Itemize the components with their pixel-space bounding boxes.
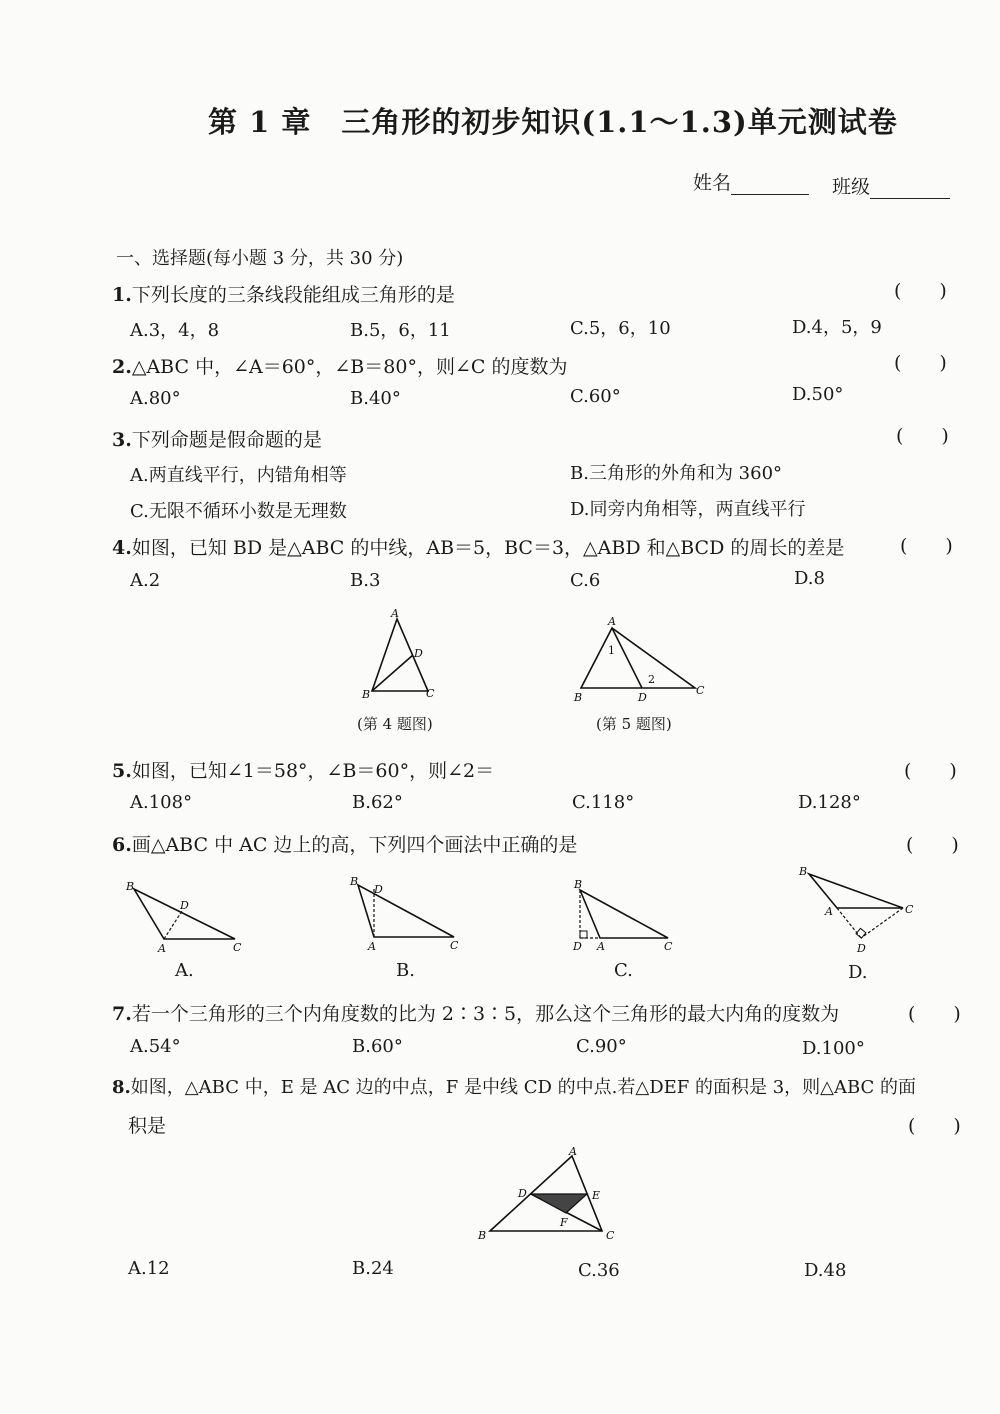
option-7c[interactable]: C.90° [576,1036,627,1057]
fig5-label-d: D [638,691,647,704]
fig8-label-c: C [606,1229,615,1242]
option-4b[interactable]: B.3 [350,570,381,591]
question-text: 如图，已知∠1＝58°，∠B＝60°，则∠2＝ [131,760,495,782]
fig5-label-c: C [696,684,705,697]
answer-paren-7[interactable]: ( ) [908,1003,961,1025]
option-4c[interactable]: C.6 [570,570,601,591]
fig6b-label-a: A [368,940,376,953]
option-4d[interactable]: D.8 [794,568,825,589]
option-1c[interactable]: C.5，6，10 [570,318,671,339]
fig6a-label-d: D [180,899,189,912]
question-number: 1. [112,284,132,306]
option-1a[interactable]: A.3，4，8 [130,320,220,341]
name-field[interactable] [693,168,809,195]
option-8a[interactable]: A.12 [128,1258,170,1279]
option-6a[interactable]: A. [175,960,194,981]
option-8b[interactable]: B.24 [352,1258,394,1279]
fig6c-label-a: A [597,940,605,953]
answer-paren-5[interactable]: ( ) [904,760,957,782]
question-text: 如图，△ABC 中，E 是 AC 边的中点，F 是中线 CD 的中点.若△DEF 的面积是 3，则△ABC 的面 [130,1077,917,1098]
answer-paren-3[interactable]: ( ) [896,425,949,447]
question-6 [112,830,577,857]
question-number: 8. [112,1077,131,1098]
question-number: 7. [112,1003,132,1025]
option-1d[interactable]: D.4，5，9 [792,317,882,338]
question-number: 5. [112,760,132,782]
fig8-shaded-def [531,1194,587,1213]
fig6a-label-b: B [126,880,135,893]
option-7a[interactable]: A.54° [130,1036,181,1057]
question-text: △ABC 中，∠A＝60°，∠B＝80°，则∠C 的度数为 [131,356,568,378]
fig6d-label-d: D [857,942,866,955]
option-5d[interactable]: D.128° [798,792,861,813]
option-3b[interactable]: B.三角形的外角和为 360° [570,463,783,484]
figure-8 [472,1142,632,1256]
fig6c-triangle [580,890,668,938]
option-3d[interactable]: D.同旁内角相等，两直线平行 [570,499,806,520]
question-number: 2. [112,356,132,378]
fig6a-height [164,911,182,939]
figure-6d [795,862,925,966]
fig4-label-a: A [391,607,399,620]
question-text: 画△ABC 中 AC 边上的高，下列四个画法中正确的是 [131,834,578,856]
fig6d-triangle [809,874,903,908]
fig5-segment-ad [612,628,642,688]
fig6c-right-angle [580,931,587,938]
fig8-label-a: A [569,1145,577,1158]
figure-5 [572,614,712,708]
fig6d-dash-ad [837,908,861,938]
option-2d[interactable]: D.50° [792,384,844,405]
fig6a-label-c: C [233,941,242,954]
fig8-label-d: D [518,1187,527,1200]
question-2 [112,352,567,379]
page-title: 第 1 章 三角形的初步知识(1.1～1.3)单元测试卷 [208,105,898,139]
option-3a[interactable]: A.两直线平行，内错角相等 [130,465,347,486]
answer-paren-8[interactable]: ( ) [908,1115,961,1137]
class-field[interactable] [832,172,950,199]
question-text: 下列命题是假命题的是 [131,429,322,451]
fig4-label-b: B [362,688,371,701]
question-number: 6. [112,834,132,856]
answer-paren-6[interactable]: ( ) [906,834,959,856]
fig6b-triangle [358,885,454,937]
fig8-label-b: B [478,1229,487,1242]
option-7d[interactable]: D.100° [802,1038,865,1059]
fig6d-dash-cd [861,908,903,938]
fig8-label-f: F [560,1216,568,1229]
option-3c[interactable]: C.无限不循环小数是无理数 [130,501,347,522]
option-2b[interactable]: B.40° [350,388,401,409]
option-5b[interactable]: B.62° [352,792,403,813]
fig5-label-a: A [608,615,616,628]
fig6c-label-b: B [574,878,583,891]
option-5c[interactable]: C.118° [572,792,635,813]
option-6b[interactable]: B. [396,960,415,981]
fig6d-label-b: B [799,865,808,878]
name-blank[interactable] [731,174,809,195]
question-4 [112,533,844,560]
question-number: 3. [112,429,132,451]
question-3 [112,425,322,452]
section-heading: 一、选择题(每小题 3 分，共 30 分) [116,248,404,269]
fig6d-label-c: C [905,903,914,916]
option-4a[interactable]: A.2 [130,570,161,591]
figure-6b [346,873,466,961]
question-8-continued: 积是 [128,1115,167,1137]
fig6a-label-a: A [158,942,166,955]
figure-4 [360,605,450,709]
question-text: 如图，已知 BD 是△ABC 的中线，AB＝5，BC＝3，△ABD 和△BCD 的周长的差是 [131,537,845,559]
fig6c-label-d: D [573,940,582,953]
option-5a[interactable]: A.108° [130,792,193,813]
fig6b-label-b: B [350,875,359,888]
fig6b-label-d: D [374,883,383,896]
fig4-label-d: D [414,647,423,660]
fig8-label-e: E [592,1189,601,1202]
name-label: 姓名 [693,172,732,194]
fig6a-triangle [134,889,235,939]
answer-paren-1[interactable]: ( ) [894,280,947,302]
question-text: 若一个三角形的三个内角度数的比为 2∶3∶5，那么这个三角形的最大内角的度数为 [131,1003,840,1025]
question-7 [112,999,839,1026]
class-blank[interactable] [870,178,950,199]
option-6c[interactable]: C. [614,960,633,981]
option-6d[interactable]: D. [848,962,868,983]
class-label: 班级 [832,176,871,198]
figure-4-caption: (第 4 题图) [357,715,433,733]
fig5-label-b: B [574,691,583,704]
figure-6c [568,876,688,960]
fig5-angle-1: 1 [608,644,615,657]
question-1 [112,280,455,307]
question-8 [112,1073,916,1099]
question-5 [112,756,494,783]
fig4-label-c: C [426,687,435,700]
question-text: 下列长度的三条线段能组成三角形的是 [131,284,455,306]
answer-paren-2[interactable]: ( ) [894,352,947,374]
question-number: 4. [112,537,132,559]
fig5-angle-2: 2 [648,673,655,686]
option-2c[interactable]: C.60° [570,386,621,407]
figure-6a [122,877,252,961]
option-8c[interactable]: C.36 [578,1260,620,1281]
fig6d-label-a: A [825,905,833,918]
option-2a[interactable]: A.80° [130,388,181,409]
answer-paren-4[interactable]: ( ) [900,535,953,557]
option-8d[interactable]: D.48 [804,1260,847,1281]
option-1b[interactable]: B.5，6，11 [350,320,451,341]
figure-5-caption: (第 5 题图) [596,715,672,733]
fig6b-label-c: C [450,939,459,952]
option-7b[interactable]: B.60° [352,1036,403,1057]
fig6c-label-c: C [664,940,673,953]
